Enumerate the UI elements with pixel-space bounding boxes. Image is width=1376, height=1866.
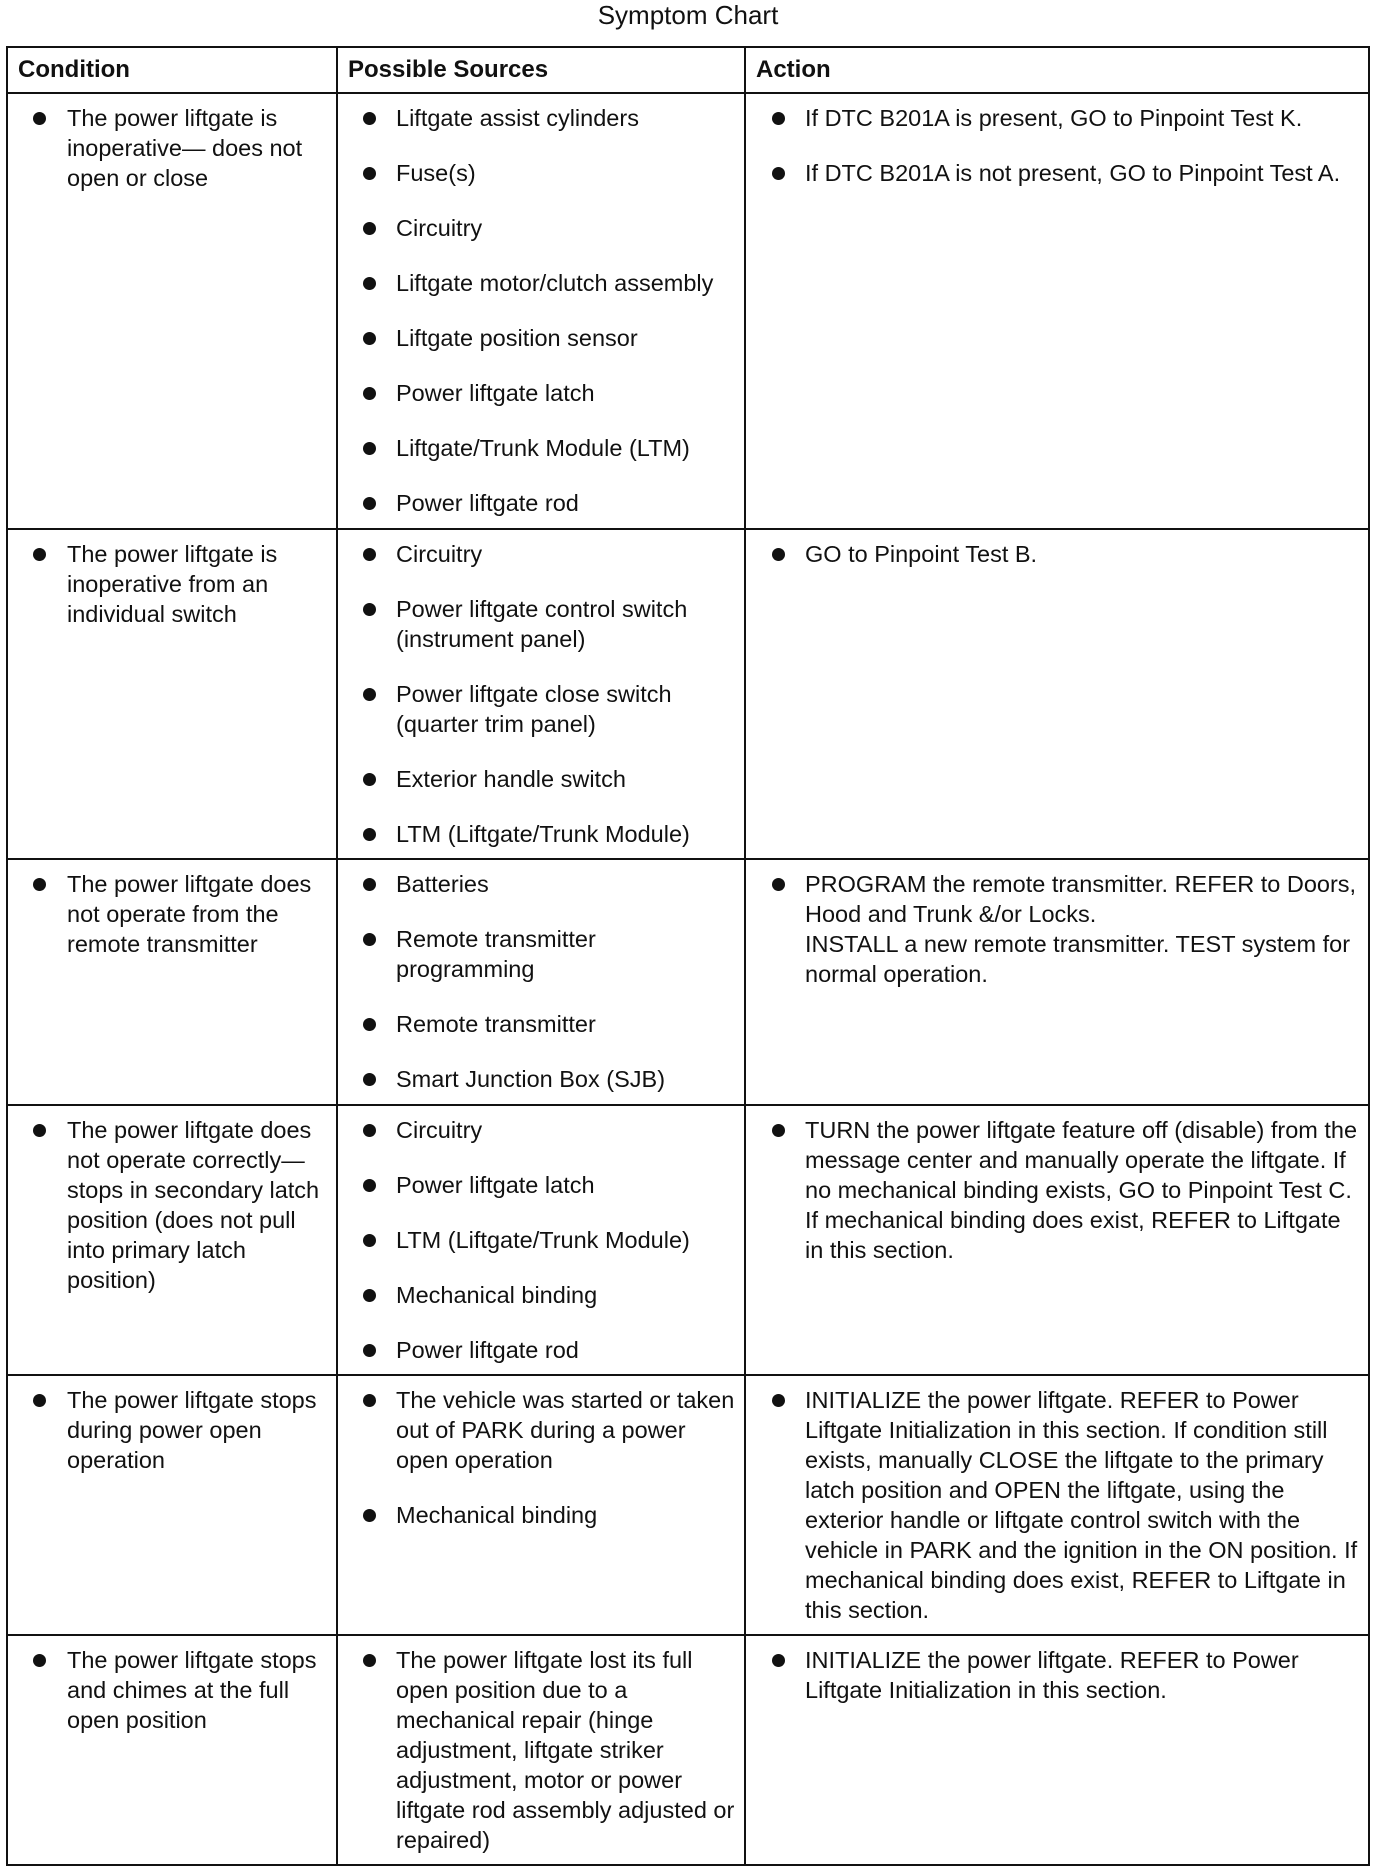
condition-text: The power liftgate does not operate from the remote transmitter (8, 869, 330, 959)
source-item: Circuitry (338, 539, 738, 569)
condition-text: The power liftgate is inoperative from an individual switch (8, 539, 330, 629)
condition-cell (7, 529, 337, 859)
source-item: The power liftgate lost its full open position due to a mechanical repair (hinge adjustment, liftgate striker adjustment, motor or power liftgate rod assembly adjusted or repaired) (338, 1645, 738, 1855)
possible-sources-header: Possible Sources (337, 47, 745, 93)
source-item: Liftgate motor/clutch assembly (338, 268, 738, 298)
source-item: Liftgate position sensor (338, 323, 738, 353)
condition-text: The power liftgate is inoperative— does not open or close (8, 103, 330, 193)
source-item: Power liftgate rod (338, 488, 738, 518)
sources-cell (337, 1105, 745, 1375)
source-item: Power liftgate control switch (instrument panel) (338, 594, 738, 654)
sources-cell (337, 1375, 745, 1635)
table-row (7, 1375, 1369, 1635)
source-item: Remote transmitter (338, 1009, 738, 1039)
table-row (7, 1635, 1369, 1865)
condition-cell (7, 1635, 337, 1865)
action-text: PROGRAM the remote transmitter. REFER to Doors, Hood and Trunk &/or Locks. (805, 871, 1357, 927)
condition-text: The power liftgate does not operate correctly— stops in secondary latch position (does not pull into primary latch position) (8, 1115, 330, 1295)
action-item (746, 869, 1362, 989)
condition-cell (7, 859, 337, 1105)
source-item: Exterior handle switch (338, 764, 738, 794)
source-item: Liftgate/Trunk Module (LTM) (338, 433, 738, 463)
table-row (7, 859, 1369, 1105)
source-item: LTM (Liftgate/Trunk Module) (338, 1225, 738, 1255)
source-item: Remote transmitter programming (338, 924, 738, 984)
table-row (7, 529, 1369, 859)
source-item: Liftgate assist cylinders (338, 103, 738, 133)
condition-cell (7, 1375, 337, 1635)
symptom-table (6, 46, 1370, 1866)
condition-text: The power liftgate stops during power open operation (8, 1385, 330, 1475)
action-cell (745, 859, 1369, 1105)
sources-cell (337, 93, 745, 529)
source-item: Circuitry (338, 213, 738, 243)
action-item: If DTC B201A is present, GO to Pinpoint Test K. (746, 103, 1362, 133)
chart-title: Symptom Chart (597, 0, 779, 30)
action-item: INITIALIZE the power liftgate. REFER to Power Liftgate Initialization in this section. (746, 1645, 1362, 1705)
action-continuation-text: INSTALL a new remote transmitter. TEST system for normal operation. (805, 931, 1351, 987)
source-item: Mechanical binding (338, 1500, 738, 1530)
action-cell (745, 1375, 1369, 1635)
action-cell (745, 1105, 1369, 1375)
action-item: TURN the power liftgate feature off (disable) from the message center and manually operate the liftgate. If no mechanical binding exists, GO to Pinpoint Test C. If mechanical binding does exist, REFER to Liftgate in this section. (746, 1115, 1362, 1265)
source-item: Power liftgate rod (338, 1335, 738, 1365)
source-item: The vehicle was started or taken out of PARK during a power open operation (338, 1385, 738, 1475)
source-item: Fuse(s) (338, 158, 738, 188)
action-cell (745, 1635, 1369, 1865)
condition-cell (7, 1105, 337, 1375)
action-item: If DTC B201A is not present, GO to Pinpoint Test A. (746, 158, 1362, 188)
condition-cell (7, 93, 337, 529)
action-cell (745, 93, 1369, 529)
source-item: Mechanical binding (338, 1280, 738, 1310)
source-item: Smart Junction Box (SJB) (338, 1064, 738, 1094)
action-header: Action (745, 47, 1369, 93)
sources-cell (337, 1635, 745, 1865)
condition-text: The power liftgate stops and chimes at the full open position (8, 1645, 330, 1735)
condition-header: Condition (7, 47, 337, 93)
source-item: Power liftgate latch (338, 1170, 738, 1200)
sources-cell (337, 529, 745, 859)
source-item: Circuitry (338, 1115, 738, 1145)
table-row (7, 93, 1369, 529)
source-item: Power liftgate close switch (quarter trim panel) (338, 679, 738, 739)
source-item: Power liftgate latch (338, 378, 738, 408)
source-item: Batteries (338, 869, 738, 899)
action-cell (745, 529, 1369, 859)
action-item: GO to Pinpoint Test B. (746, 539, 1362, 569)
table-row (7, 1105, 1369, 1375)
table-header-row (7, 47, 1369, 93)
sources-cell (337, 859, 745, 1105)
action-item: INITIALIZE the power liftgate. REFER to Power Liftgate Initialization in this section. If condition still exists, manually CLOSE the liftgate to the primary latch position and OPEN the liftgate, using the exterior handle or liftgate control switch with the vehicle in PARK and the ignition in the ON position. If mechanical binding does exist, REFER to Liftgate in this section. (746, 1385, 1362, 1625)
source-item: LTM (Liftgate/Trunk Module) (338, 819, 738, 849)
